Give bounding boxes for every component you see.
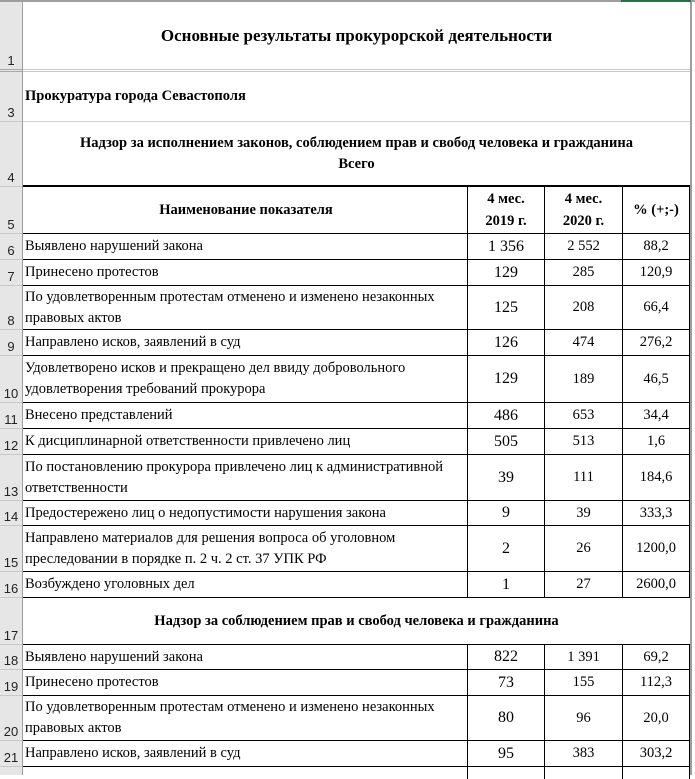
cell-name-value: Выявлено нарушений закона <box>25 238 203 254</box>
table-row <box>23 696 690 741</box>
cell-2020-value: 155 <box>572 674 595 690</box>
cell-2019[interactable] <box>468 403 545 429</box>
office-name[interactable] <box>23 72 690 122</box>
cell-name-value: Возбуждено уголовных дел <box>25 576 195 592</box>
cell-percent[interactable] <box>623 741 690 767</box>
row-header-19[interactable]: 19 <box>0 670 22 696</box>
row-header-3[interactable]: 3 <box>0 72 22 122</box>
table-row <box>23 260 690 286</box>
table-row-partial <box>23 767 690 779</box>
cell-2019-value: 1 <box>502 575 510 593</box>
cell-percent-value: 120,9 <box>639 264 673 280</box>
cell-2019[interactable] <box>468 645 545 670</box>
cell-2020[interactable] <box>545 526 623 572</box>
cell-percent-value: 303,2 <box>639 745 673 761</box>
cell-name-value: Выявлено нарушений закона <box>25 648 203 665</box>
cell-2020[interactable] <box>545 330 623 356</box>
row-header-13[interactable]: 13 <box>0 455 22 501</box>
column-header-percent-text: % (+;-) <box>633 201 679 218</box>
sheet-right-edge <box>690 2 692 775</box>
cell-name-value: Внесено представлений <box>25 407 173 423</box>
cell-percent[interactable] <box>623 330 690 356</box>
cell-percent-value: 1,6 <box>646 433 666 449</box>
cell-percent[interactable] <box>623 286 690 330</box>
cell-2019-value: 822 <box>494 648 518 665</box>
cell-percent[interactable] <box>623 767 690 779</box>
cell-percent[interactable] <box>623 526 690 572</box>
cell-name-value: По постановлению прокурора привлечено лиц к административной ответственности <box>25 458 443 496</box>
column-header-2020-line2: 2020 г. <box>562 213 605 229</box>
cell-2019[interactable] <box>468 286 545 330</box>
cell-name-value: Предостережено лиц о недопустимости нарушения закона <box>25 504 386 521</box>
cell-name-value: По удовлетворенным протестам отменено и изменено незаконных правовых актов <box>25 288 435 326</box>
cell-2019[interactable] <box>468 526 545 572</box>
cell-2020-value: 513 <box>572 433 595 449</box>
cell-2020[interactable] <box>545 234 623 260</box>
table-row <box>23 526 690 572</box>
cell-2019-value: 486 <box>494 406 518 424</box>
cell-2020[interactable] <box>545 260 623 286</box>
row-header-5[interactable]: 5 <box>0 187 22 234</box>
cell-name[interactable] <box>23 645 468 670</box>
cell-percent-value: 20,0 <box>643 709 669 726</box>
column-header-2020-line1: 4 мес. <box>564 191 603 207</box>
column-header-2019[interactable] <box>468 187 545 234</box>
cell-percent-value: 34,4 <box>643 407 669 423</box>
cell-2020[interactable] <box>545 645 623 670</box>
cell-2019-value: 9 <box>502 504 510 521</box>
cell-percent-value: 2600,0 <box>636 576 676 592</box>
row-header-12[interactable]: 12 <box>0 429 22 455</box>
cell-2020-value: 474 <box>572 334 595 350</box>
table-row <box>23 330 690 356</box>
cell-name[interactable] <box>23 767 468 779</box>
cell-name-value: Направлено исков, заявлений в суд <box>25 334 241 350</box>
row-header-17[interactable]: 17 <box>0 598 22 645</box>
cell-percent[interactable] <box>623 572 690 598</box>
cell-name[interactable] <box>23 330 468 356</box>
cell-name-value: Принесено протестов <box>25 674 159 690</box>
cell-2020-value: 26 <box>576 540 591 556</box>
cell-name[interactable] <box>23 403 468 429</box>
cell-2019-value: 129 <box>494 263 518 281</box>
report-title[interactable] <box>23 2 690 72</box>
row-header-15[interactable]: 15 <box>0 526 22 572</box>
cell-2020[interactable] <box>545 696 623 741</box>
cell-percent[interactable] <box>623 501 690 526</box>
cell-percent-value: 88,2 <box>643 238 669 254</box>
cell-percent[interactable] <box>623 429 690 455</box>
section-1-title: Надзор за исполнением законов, соблюдением прав и свобод человека и гражданина <box>80 134 633 151</box>
table-row <box>23 455 690 501</box>
cell-2019[interactable] <box>468 767 545 779</box>
column-header-2020[interactable] <box>545 187 623 234</box>
cell-2019[interactable] <box>468 330 545 356</box>
cell-2019[interactable] <box>468 741 545 767</box>
cell-2019[interactable] <box>468 260 545 286</box>
table-row <box>23 356 690 403</box>
cell-percent-value: 66,4 <box>643 299 669 315</box>
section-1-header[interactable] <box>23 122 690 187</box>
cell-name[interactable] <box>23 526 468 572</box>
table-row <box>23 403 690 429</box>
cell-name[interactable] <box>23 429 468 455</box>
cell-2020-value: 2 552 <box>567 238 600 254</box>
cell-2019[interactable] <box>468 501 545 526</box>
table-row <box>23 645 690 670</box>
table-row <box>23 286 690 330</box>
cell-name-value: Удовлетворено исков и прекращено дел ввиду добровольного удовлетворения требований прокурора <box>25 360 406 397</box>
cell-2019[interactable] <box>468 572 545 598</box>
cell-2020-value: 383 <box>572 745 595 761</box>
cell-percent[interactable] <box>623 234 690 260</box>
section-2-header[interactable] <box>23 598 690 645</box>
row-header-18[interactable]: 18 <box>0 645 22 670</box>
column-header-name-text: Наименование показателя <box>159 201 333 218</box>
table-row <box>23 501 690 526</box>
cell-2019-value: 80 <box>498 709 514 726</box>
cell-2019-value: 129 <box>494 370 518 387</box>
cell-percent[interactable] <box>623 455 690 501</box>
cell-2019[interactable] <box>468 429 545 455</box>
cell-percent[interactable] <box>623 645 690 670</box>
row-header-10[interactable]: 10 <box>0 356 22 403</box>
row-header-11[interactable]: 11 <box>0 403 22 429</box>
cell-name-value: По удовлетворенным протестам отменено и изменено незаконных правовых актов <box>25 699 435 736</box>
cell-2020-value: 208 <box>572 299 595 315</box>
cell-name[interactable] <box>23 455 468 501</box>
table-row <box>23 741 690 767</box>
column-header-2019-line2: 2019 г. <box>485 213 527 229</box>
cell-2020[interactable] <box>545 286 623 330</box>
row-header-16[interactable]: 16 <box>0 572 22 598</box>
cell-percent[interactable] <box>623 696 690 741</box>
row-header-6[interactable]: 6 <box>0 234 22 260</box>
cell-2019[interactable] <box>468 455 545 501</box>
row-header-20[interactable]: 20 <box>0 696 22 741</box>
cell-2020[interactable] <box>545 403 623 429</box>
cell-percent[interactable] <box>623 260 690 286</box>
cell-name-value: К дисциплинарной ответственности привлечено лиц <box>25 433 351 449</box>
row-header-21[interactable]: 21 <box>0 741 22 767</box>
cell-name[interactable] <box>23 286 468 330</box>
cell-2019[interactable] <box>468 696 545 741</box>
cell-2019-value: 125 <box>494 298 518 316</box>
column-header-percent[interactable] <box>623 187 690 234</box>
cell-2020-value: 96 <box>576 709 591 726</box>
row-header-7[interactable]: 7 <box>0 260 22 286</box>
cell-2020[interactable] <box>545 572 623 598</box>
cell-2019-value: 1 356 <box>488 237 524 255</box>
cell-2019-value: 126 <box>494 333 518 351</box>
cell-2020[interactable] <box>545 501 623 526</box>
cell-2019[interactable] <box>468 670 545 696</box>
table-row <box>23 670 690 696</box>
cell-name[interactable] <box>23 501 468 526</box>
cell-2019[interactable] <box>468 356 545 403</box>
table-header-row <box>23 187 690 234</box>
column-header-name[interactable] <box>23 187 468 234</box>
row-header-14[interactable]: 14 <box>0 501 22 526</box>
cell-2019-value: 39 <box>498 468 514 486</box>
cell-2020-value: 285 <box>572 264 595 280</box>
section-2-title: Надзор за соблюдением прав и свобод человека и гражданина <box>154 612 559 629</box>
section-1-subtitle: Всего <box>338 155 375 172</box>
cell-2020-value: 111 <box>573 469 594 485</box>
cell-2020[interactable] <box>545 455 623 501</box>
cell-name[interactable] <box>23 260 468 286</box>
table-row <box>23 429 690 455</box>
cell-2020[interactable] <box>545 670 623 696</box>
cell-2020[interactable] <box>545 429 623 455</box>
cell-percent-value: 112,3 <box>639 674 673 690</box>
cell-percent-value: 184,6 <box>639 469 673 485</box>
cell-percent-value: 333,3 <box>639 504 673 521</box>
cell-2020-value: 1 391 <box>567 648 600 665</box>
cell-name[interactable] <box>23 572 468 598</box>
cell-2020-value: 653 <box>572 407 595 423</box>
cell-name[interactable] <box>23 670 468 696</box>
table-row <box>23 234 690 260</box>
cell-percent-value: 46,5 <box>643 370 669 387</box>
cell-name-value: Направлено исков, заявлений в суд <box>25 745 241 761</box>
row-headers <box>0 2 23 775</box>
cell-percent[interactable] <box>623 356 690 403</box>
column-header-2019-line1: 4 мес. <box>487 191 525 207</box>
cell-2020[interactable] <box>545 741 623 767</box>
cell-2019[interactable] <box>468 234 545 260</box>
row-header-4[interactable]: 4 <box>0 122 22 187</box>
cell-percent-value: 276,2 <box>639 334 673 350</box>
cell-2020-value: 189 <box>572 370 595 387</box>
cell-name[interactable] <box>23 234 468 260</box>
cell-name-value: Направлено материалов для решения вопроса об уголовном преследовании в порядке п. 2 ч. 2 ст. 37 УПК РФ <box>25 529 396 567</box>
row-header-8[interactable]: 8 <box>0 286 22 330</box>
row-header-1[interactable]: 1 <box>0 2 22 72</box>
cell-name-value: Принесено протестов <box>25 264 159 280</box>
office-name-text: Прокуратура города Севастополя <box>25 88 246 104</box>
cell-2019-value: 95 <box>498 744 514 762</box>
cell-2020[interactable] <box>545 356 623 403</box>
table-row <box>23 572 690 598</box>
row-header-22[interactable] <box>0 767 22 777</box>
cell-percent-value: 1200,0 <box>636 540 676 556</box>
cell-2019-value: 73 <box>498 673 514 691</box>
cell-percent-value: 69,2 <box>643 648 669 665</box>
cell-name[interactable] <box>23 356 468 403</box>
cell-name[interactable] <box>23 696 468 741</box>
cell-2020[interactable] <box>545 767 623 779</box>
cell-percent[interactable] <box>623 403 690 429</box>
cell-name[interactable] <box>23 741 468 767</box>
cell-percent[interactable] <box>623 670 690 696</box>
cell-2019-value: 2 <box>502 539 510 557</box>
cell-2020-value: 39 <box>576 504 591 521</box>
row-header-9[interactable]: 9 <box>0 330 22 356</box>
cell-2019-value: 505 <box>494 432 518 450</box>
report-title-text: Основные результаты прокурорской деятельности <box>160 25 553 45</box>
cell-2020-value: 27 <box>576 576 591 592</box>
